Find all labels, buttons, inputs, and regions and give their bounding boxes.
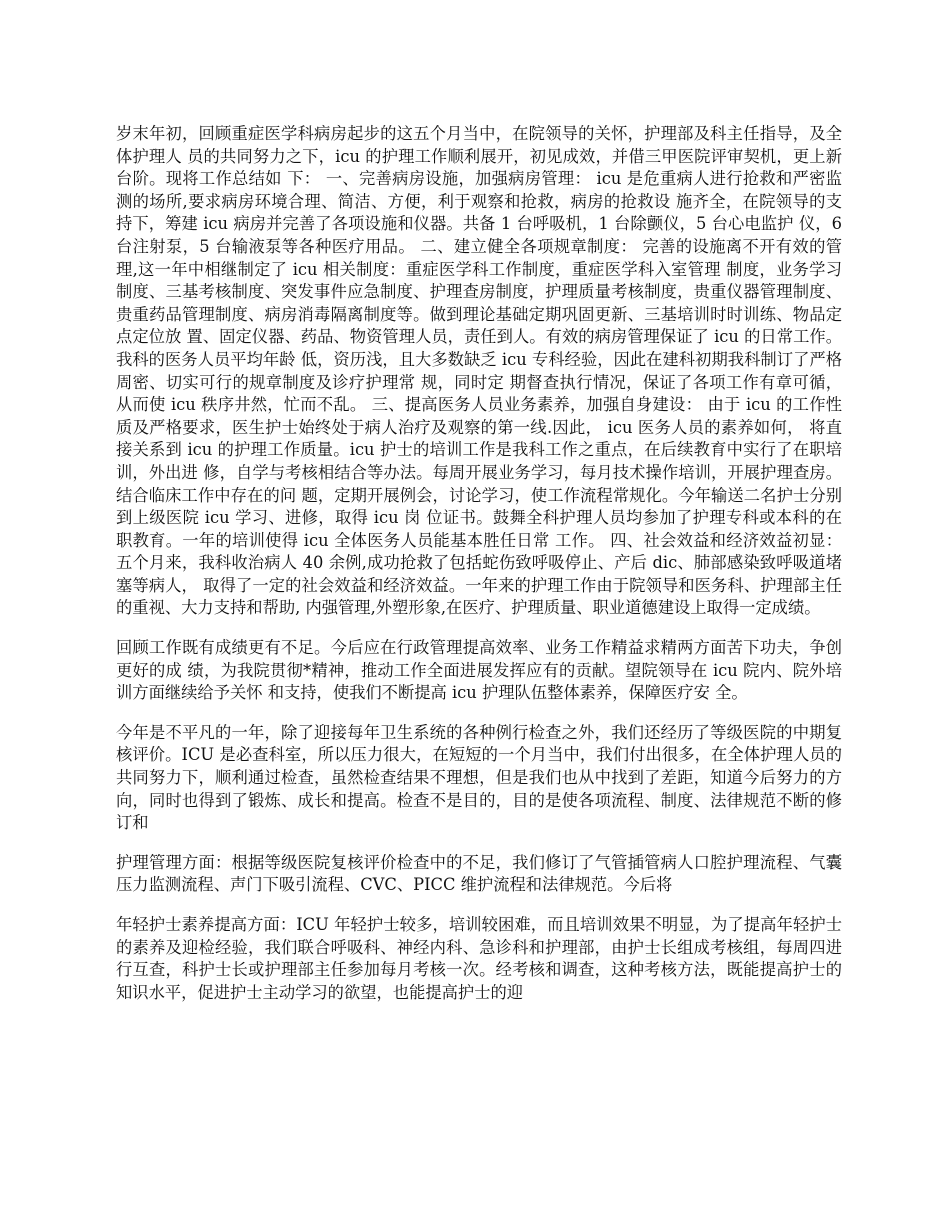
document-body [116, 123, 842, 1021]
paragraph-annual-inspection: 今年是不平凡的一年，除了迎接每年卫生系统的各种例行检查之外，我们还经历了等级医院的中期复核评价。ICU 是必查科室，所以压力很大，在短短的一个月当中，我们付出很多，在全体护理人员的共同努力下，顺利通过检查，虽然检查结果不理想，但是我们也从中找到了差距，知道今后努力的方向，同时也得到了锻炼、成长和提高。检查不是目的，目的是使各项流程、制度、法律规范不断的修订和 [116, 722, 842, 833]
paragraph-work-summary: 岁末年初，回顾重症医学科病房起步的这五个月当中，在院领导的关怀，护理部及科主任指导，及全体护理人 员的共同努力之下，icu 的护理工作顺利展开，初见成效，并借三甲医院评审契机，更上新台阶。现将工作总结如 下： 一、完善病房设施，加强病房管理： icu 是危重病人进行抢救和严密监测的场所,要求病房环境合理、简洁、方便，利于观察和抢救，病房的抢救设 施齐全，在院领导的支持下，筹建 icu 病房并完善了各项设施和仪器。共备 1 台呼吸机，1 台除颤仪，5 台心电监护 仪，6 台注射泵，5 台输液泵等各种医疗用品。 二、建立健全各项规章制度： 完善的设施离不开有效的管理,这一年中相继制定了 icu 相关制度：重症医学科工作制度，重症医学科入室管理 制度，业务学习制度、三基考核制度、突发事件应急制度、护理查房制度，护理质量考核制度，贵重仪器管理制度、贵重药品管理制度、病房消毒隔离制度等。做到理论基础定期巩固更新、三基培训时时训练、物品定点定位放 置、固定仪器、药品、物资管理人员，责任到人。有效的病房管理保证了 icu 的日常工作。我科的医务人员平均年龄 低，资历浅，且大多数缺乏 icu 专科经验，因此在建科初期我科制订了严格周密、切实可行的规章制度及诊疗护理常 规，同时定 期督查执行情况，保证了各项工作有章可循，从而使 icu 秩序井然，忙而不乱。 三、提高医务人员业务素养，加强自身建设： 由于 icu 的工作性质及严格要求，医生护士始终处于病人治疗及观察的第一线.因此， icu 医务人员的素养如何， 将直接关系到 icu 的护理工作质量。icu 护士的培训工作是我科工作之重点，在后续教育中实行了在职培训，外出进 修，自学与考核相结合等办法。每周开展业务学习，每月技术操作培训，开展护理查房。结合临床工作中存在的问 题，定期开展例会，讨论学习，使工作流程常规化。今年输送二名护士分别到上级医院 icu 学习、进修，取得 icu 岗 位证书。鼓舞全科护理人员均参加了护理专科或本科的在职教育。一年的培训使得 icu 全体医务人员能基本胜任日常 工作。 四、社会效益和经济效益初显： 五个月来，我科收治病人 40 余例,成功抢救了包括蛇伤致呼吸停止、产后 dic、肺部感染致呼吸道堵塞等病人， 取得了一定的社会效益和经济效益。一年来的护理工作由于院领导和医务科、护理部主任的重视、大力支持和帮助, 内强管理,外塑形象,在医疗、护理质量、职业道德建设上取得一定成绩。 [116, 124, 842, 618]
paragraph-review-shortcomings: 回顾工作既有成绩更有不足。今后应在行政管理提高效率、业务工作精益求精两方面苦下功夫，争创更好的成 绩，为我院贯彻*精神，推动工作全面进展发挥应有的贡献。望院领导在 icu 院内、院外培训方面继续给予关怀 和支持，使我们不断提高 icu 护理队伍整体素养，保障医疗安 全。 [116, 638, 842, 703]
paragraph-young-nurse-training: 年轻护士素养提高方面：ICU 年轻护士较多，培训较困难，而且培训效果不明显，为了提高年轻护士的素养及迎检经验，我们联合呼吸科、神经内科、急诊科和护理部，由护士长组成考核组，每周四进行互查，科护士长或护理部主任参加每月考核一次。经考核和调查，这种考核方法，既能提高护士的知识水平，促进护士主动学习的欲望，也能提高护士的迎 [116, 915, 842, 1002]
paragraph-nursing-management: 护理管理方面：根据等级医院复核评价检查中的不足，我们修订了气管插管病人口腔护理流程、气囊压力监测流程、声门下吸引流程、CVC、PICC 维护流程和法律规范。今后将 [116, 852, 842, 895]
